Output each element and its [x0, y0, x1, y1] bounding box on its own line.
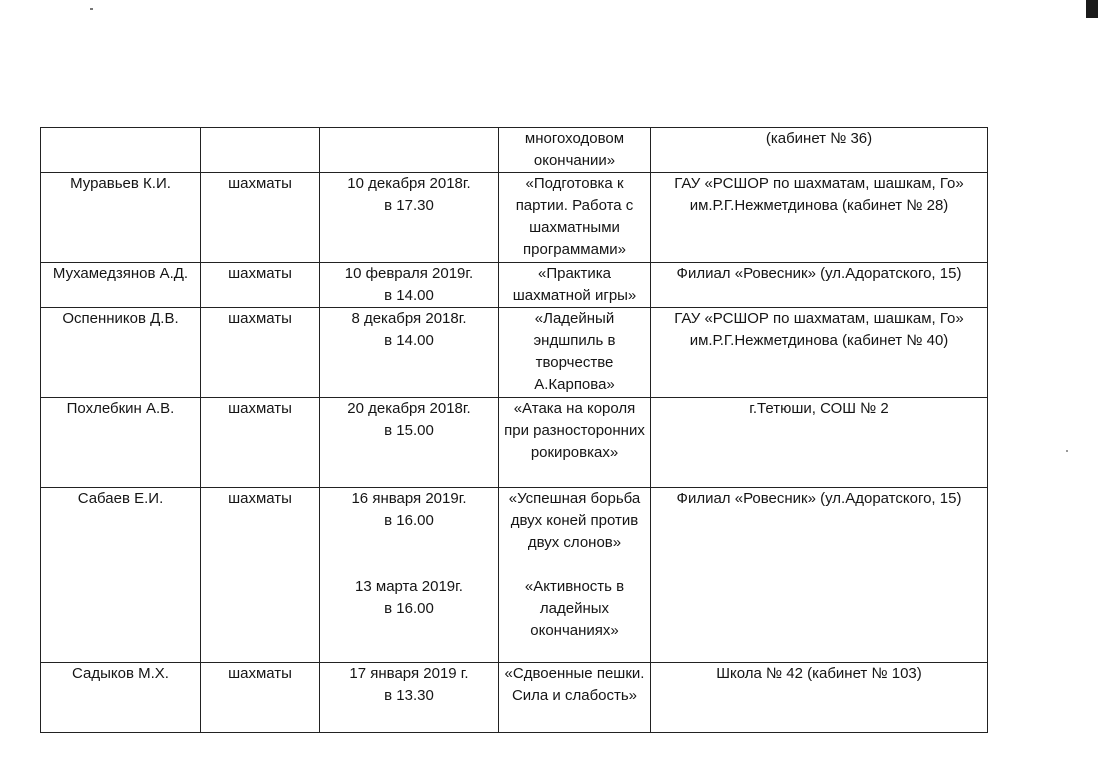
place-cell [651, 263, 988, 308]
subject-cell [201, 263, 320, 308]
table-row [41, 128, 988, 173]
participant-name: Сабаев Е.И. [77, 490, 164, 507]
subject-cell [201, 488, 320, 663]
date-cell [320, 173, 499, 263]
table-row [41, 173, 988, 263]
scan-dot [1066, 450, 1068, 452]
topic-cell [499, 173, 651, 263]
participant-name: Муравьев К.И. [70, 175, 171, 192]
topic-text-2: «Активность в ладейных окончаниях» [524, 578, 625, 639]
topic-text: «Успешная борьба двух коней против двух слонов» [508, 490, 641, 551]
subject-cell [201, 173, 320, 263]
time-text: в 17.30 [384, 197, 434, 214]
name-cell [41, 173, 201, 263]
place-text: (кабинет № 36) [765, 130, 873, 147]
table-row [41, 488, 988, 663]
spacer [323, 532, 495, 576]
topic-cell [499, 398, 651, 488]
subject-cell [201, 308, 320, 398]
subject-cell [201, 398, 320, 488]
date-text: 20 декабря 2018г. [347, 400, 471, 417]
subject-text: шахматы [228, 265, 292, 282]
topic-cell [499, 488, 651, 663]
place-cell [651, 308, 988, 398]
schedule-table [40, 127, 988, 733]
topic-text: «Атака на короля при разносторонних рокировках» [504, 400, 645, 461]
participant-name: Садыков М.Х. [72, 665, 169, 682]
place-cell [651, 173, 988, 263]
table-row [41, 263, 988, 308]
date-cell [320, 308, 499, 398]
place-cell [651, 488, 988, 663]
place-text: Филиал «Ровесник» (ул.Адоратского, 15) [676, 265, 962, 282]
participant-name: Оспенников Д.В. [62, 310, 179, 327]
table-row [41, 308, 988, 398]
topic-cell [499, 308, 651, 398]
subject-cell [201, 663, 320, 733]
name-cell [41, 263, 201, 308]
name-cell [41, 488, 201, 663]
place-text: Филиал «Ровесник» (ул.Адоратского, 15) [676, 490, 962, 507]
topic-cell [499, 663, 651, 733]
participant-name: Похлебкин А.В. [66, 400, 175, 417]
place-cell [651, 663, 988, 733]
topic-cell [499, 128, 651, 173]
date-text: 8 декабря 2018г. [351, 310, 467, 327]
time-text: в 16.00 [384, 512, 434, 529]
date-text: 16 января 2019г. [351, 490, 467, 507]
scan-artifact-top-right [1086, 0, 1098, 18]
date-text: 17 января 2019 г. [349, 665, 469, 682]
subject-text: шахматы [228, 175, 292, 192]
topic-text: «Сдвоенные пешки. Сила и слабость» [504, 665, 645, 704]
subject-text: шахматы [228, 665, 292, 682]
name-cell [41, 663, 201, 733]
place-text: ГАУ «РСШОР по шахматам, шашкам, Го» им.Р.Г.Нежметдинова (кабинет № 40) [674, 310, 964, 349]
subject-cell [201, 128, 320, 173]
topic-text: «Ладейный эндшпиль в творчестве А.Карпова» [533, 310, 616, 393]
topic-text: «Практика шахматной игры» [512, 265, 637, 304]
table-row [41, 663, 988, 733]
time-text: в 13.30 [384, 687, 434, 704]
name-cell [41, 308, 201, 398]
topic-text: многоходовом окончании» [524, 130, 625, 169]
date-cell [320, 398, 499, 488]
name-cell [41, 398, 201, 488]
date-text: 10 декабря 2018г. [347, 175, 471, 192]
subject-text: шахматы [228, 490, 292, 507]
spacer [502, 554, 647, 576]
place-text: г.Тетюши, СОШ № 2 [749, 400, 889, 417]
date-cell [320, 663, 499, 733]
place-text: Школа № 42 (кабинет № 103) [716, 665, 922, 682]
time-text: в 14.00 [384, 332, 434, 349]
place-cell [651, 398, 988, 488]
topic-cell [499, 263, 651, 308]
time-text: в 14.00 [384, 287, 434, 304]
time-text: в 15.00 [384, 422, 434, 439]
date-cell [320, 488, 499, 663]
table-row [41, 398, 988, 488]
participant-name: Мухамедзянов А.Д. [52, 265, 189, 282]
place-text: ГАУ «РСШОР по шахматам, шашкам, Го» им.Р.Г.Нежметдинова (кабинет № 28) [674, 175, 964, 214]
date-text: 10 февраля 2019г. [344, 265, 474, 282]
subject-text: шахматы [228, 400, 292, 417]
time-text-2: в 16.00 [384, 600, 434, 617]
place-cell [651, 128, 988, 173]
subject-text: шахматы [228, 310, 292, 327]
name-cell [41, 128, 201, 173]
date-cell [320, 128, 499, 173]
date-text-2: 13 марта 2019г. [355, 578, 463, 595]
date-cell [320, 263, 499, 308]
topic-text: «Подготовка к партии. Работа с шахматными программами» [515, 175, 634, 258]
scan-artifact-top-left [90, 8, 93, 10]
